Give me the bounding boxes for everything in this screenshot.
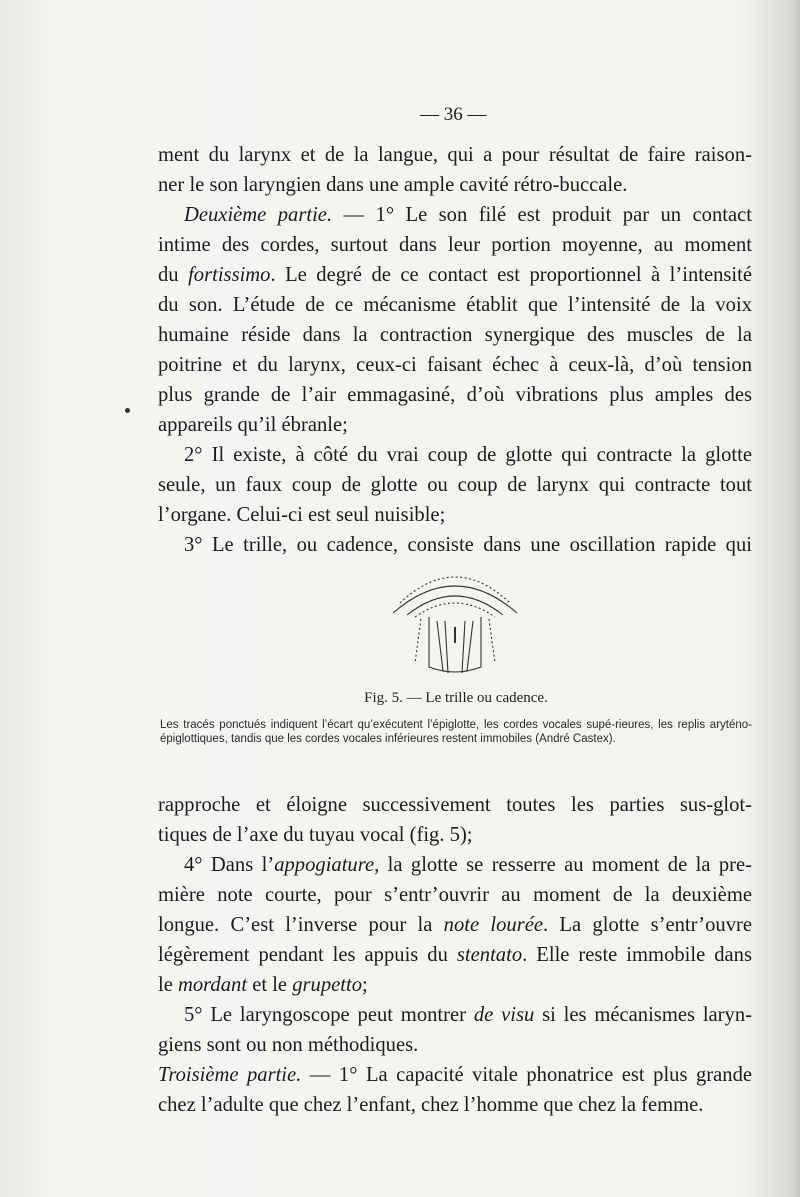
text-fragment: — 1° Le son filé est produit par un contact — [332, 204, 752, 226]
section-heading-deuxieme: Deuxième partie. — [184, 204, 333, 226]
text-line — [158, 260, 752, 290]
text-fragment: . Le degré de ce contact est proportionnel à l’intensité — [270, 264, 752, 286]
text-line: intime des cordes, surtout dans leur portion moyenne, au moment — [158, 234, 752, 256]
right-dotted-fold — [489, 619, 495, 663]
text-fragment: longue. C’est l’inverse pour la — [158, 914, 444, 936]
text-line — [158, 850, 752, 880]
text-line: rapproche et éloigne successivement toutes les parties sus-glot- — [158, 794, 752, 816]
text-line — [158, 940, 752, 970]
text-line: du son. L’étude de ce mécanisme établit que l’intensité de la voix — [158, 294, 752, 316]
italic-term: stentato — [456, 944, 523, 966]
text-fragment: du — [158, 264, 189, 286]
vocal-cord-line — [467, 621, 473, 671]
figure-caption: Fig. 5. — Le trille ou cadence. — [364, 690, 548, 706]
vocal-cord-line — [462, 621, 465, 673]
margin-dot — [125, 408, 130, 413]
left-dotted-fold — [415, 619, 421, 663]
figure-legend: Les tracés ponctués indiquent l’écart qu’exécutent l’épiglotte, les cordes vocales supé-rieures, les replis aryténo-épiglottiques, tandis que les cordes vocales inférieures restent immobiles (André Castex). — [160, 719, 752, 745]
trill-larynx-figure — [385, 555, 525, 680]
text-fragment: ; — [362, 974, 368, 996]
text-line — [158, 200, 752, 230]
text-fragment: si les mécanismes laryn- — [534, 1004, 752, 1026]
text-block-top — [158, 140, 752, 560]
text-fragment: 5° Le laryngoscope peut montrer — [184, 1004, 474, 1026]
italic-term: mordant — [178, 974, 248, 996]
text-fragment: légèrement pendant les appuis du — [158, 944, 457, 966]
text-line: appareils qu’il ébranle; — [158, 414, 348, 436]
glottis-outline — [429, 617, 481, 672]
italic-term: de visu — [473, 1004, 535, 1026]
text-line: poitrine et du larynx, ceux-ci faisant échec à ceux-là, d’où tension — [158, 354, 752, 376]
vocal-cord-line — [437, 621, 443, 671]
inner-dotted-fold — [415, 603, 495, 617]
text-fragment: . Elle reste immobile dans — [522, 944, 752, 966]
text-line: giens sont ou non méthodiques. — [158, 1034, 419, 1056]
text-line: ment du larynx et de la langue, qui a pour résultat de faire raison- — [158, 144, 752, 166]
text-fragment: , la glotte se resserre au moment de la pre- — [374, 854, 753, 876]
text-line — [158, 970, 752, 1000]
text-line: plus grande de l’air emmagasiné, d’où vibrations plus amples des — [158, 384, 752, 406]
text-line — [158, 1000, 752, 1030]
text-line — [158, 910, 752, 940]
italic-term: fortissimo — [188, 264, 271, 286]
italic-term: note lourée — [443, 914, 544, 936]
text-block-bottom — [158, 790, 752, 1120]
vocal-cord-line — [445, 621, 448, 673]
inner-fold-outline — [407, 596, 503, 615]
text-fragment: et le — [247, 974, 293, 996]
text-line: l’organe. Celui-ci est seul nuisible; — [158, 504, 446, 526]
italic-term: grupetto — [292, 974, 363, 996]
page-number: — 36 — — [420, 104, 487, 125]
text-line: 2° Il existe, à côté du vrai coup de glotte qui contracte la glotte — [184, 444, 752, 466]
epiglottis-outline — [393, 586, 517, 613]
text-fragment: . La glotte s’entr’ouvre — [543, 914, 752, 936]
text-line: humaine réside dans la contraction synergique des muscles de la — [158, 324, 752, 346]
text-line: seule, un faux coup de glotte ou coup de larynx qui contracte tout — [158, 474, 752, 496]
text-fragment: — 1° La capacité vitale phonatrice est plus grande — [301, 1064, 753, 1086]
text-line: ner le son laryngien dans une ample cavité rétro-buccale. — [158, 174, 628, 196]
text-line: chez l’adulte que chez l’enfant, chez l’homme que chez la femme. — [158, 1094, 704, 1116]
text-line: mière note courte, pour s’entr’ouvrir au moment de la deuxième — [158, 884, 752, 906]
italic-term: appogiature — [274, 854, 375, 876]
text-line: 3° Le trille, ou cadence, consiste dans une oscillation rapide qui — [184, 534, 752, 556]
text-line — [158, 1060, 752, 1090]
text-fragment: 4° Dans l’ — [184, 854, 275, 876]
text-line: tiques de l’axe du tuyau vocal (fig. 5); — [158, 824, 473, 846]
text-fragment: le — [158, 974, 179, 996]
section-heading-troisieme: Troisième partie. — [158, 1064, 302, 1086]
epiglottis-dotted-outline — [400, 577, 510, 603]
